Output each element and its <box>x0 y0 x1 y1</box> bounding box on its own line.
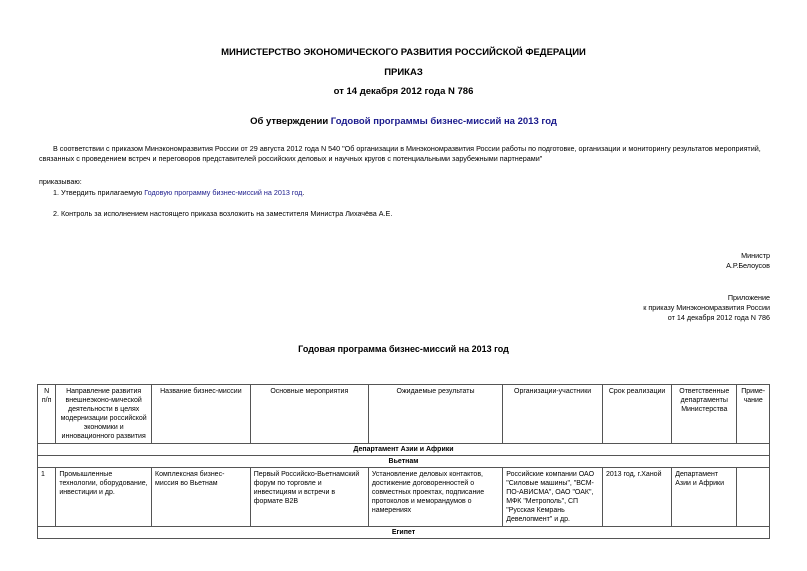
program-link[interactable]: Годовой программы бизнес-миссий на 2013 год <box>330 116 557 127</box>
cell-participants: Российские компании ОАО "Силовые машины", "ВСМ-ПО-АВИСМА", ОАО "ОАК", МФК "Метрополь", СП "Русская Кемрань Девелопмент" и др. <box>503 468 603 527</box>
order-date: от 14 декабря 2012 года N 786 <box>333 86 474 97</box>
table-header-row <box>38 385 770 444</box>
appendix-label: Приложение <box>727 293 770 302</box>
col-header-term: Срок реализации <box>602 385 671 444</box>
cell-note <box>737 468 770 527</box>
cell-results: Установление деловых контактов, достижение договоренностей о совместных проектах, подписание протоколов и меморандумов о намерениях <box>368 468 502 527</box>
country-row-vietnam <box>38 456 770 468</box>
col-header-results: Ожидаемые результаты <box>368 385 502 444</box>
col-header-note: Приме-чание <box>737 385 770 444</box>
col-header-participants: Организации-участники <box>503 385 603 444</box>
country-vietnam: Вьетнам <box>38 456 770 468</box>
cell-number: 1 <box>38 468 56 527</box>
signature-name: А.Р.Белоусов <box>726 261 770 270</box>
cell-term: 2013 год, г.Ханой <box>602 468 671 527</box>
program-table <box>37 384 770 539</box>
section-asia-africa: Департамент Азии и Африки <box>38 444 770 456</box>
cell-direction: Промышленные технологии, оборудование, инвестиции и др. <box>56 468 152 527</box>
item1-suffix: . <box>302 188 305 197</box>
order-heading: ПРИКАЗ <box>384 67 423 78</box>
table-row <box>38 468 770 527</box>
appendix-date: от 14 декабря 2012 года N 786 <box>667 313 770 322</box>
signature-position: Министр <box>741 251 770 260</box>
col-header-mission: Название бизнес-миссии <box>152 385 251 444</box>
country-egypt: Египет <box>38 527 770 539</box>
appendix-ref: к приказу Минэкономразвития России <box>643 303 770 312</box>
col-header-number: N п/п <box>38 385 56 444</box>
cell-mission: Комплексная бизнес-миссия во Вьетнам <box>152 468 251 527</box>
country-row-egypt <box>38 527 770 539</box>
col-header-department: Ответственные департаменты Министерства <box>672 385 737 444</box>
col-header-direction: Направление развития внешнеэконо-мической деятельности в целях модернизации российской экономики и инновационного развития <box>56 385 152 444</box>
section-row-asia <box>38 444 770 456</box>
cell-department: Департамент Азии и Африки <box>672 468 737 527</box>
program-link-inline[interactable]: Годовую программу бизнес-миссий на 2013 год <box>144 188 303 197</box>
col-header-events: Основные мероприятия <box>250 385 368 444</box>
item1-prefix: 1. Утвердить прилагаемую <box>53 188 145 197</box>
title-prefix: Об утверждении <box>250 116 331 127</box>
order-word: приказываю: <box>39 177 82 186</box>
cell-events: Первый Российско-Вьетнамский форум по торговле и инвестициям и встречи в формате B2B <box>250 468 368 527</box>
document-title <box>0 116 807 127</box>
order-item-1 <box>53 188 304 198</box>
order-item-2: 2. Контроль за исполнением настоящего приказа возложить на заместителя Министра Лихачёва А.Е. <box>53 209 393 218</box>
preamble-paragraph: В соответствии с приказом Минэкономразвития России от 29 августа 2012 года N 540 "Об организации в Минэкономразвития России работы по подготовке, организации и мониторингу результатов мероприятий, связанных с проведением встреч и переговоров представителей российских деловых и научных кругов с потенциальными зарубежными партнерами" <box>39 144 761 163</box>
ministry-title: МИНИСТЕРСТВО ЭКОНОМИЧЕСКОГО РАЗВИТИЯ РОССИЙСКОЙ ФЕДЕРАЦИИ <box>221 47 586 58</box>
appendix-title: Годовая программа бизнес-миссий на 2013 год <box>298 344 509 354</box>
